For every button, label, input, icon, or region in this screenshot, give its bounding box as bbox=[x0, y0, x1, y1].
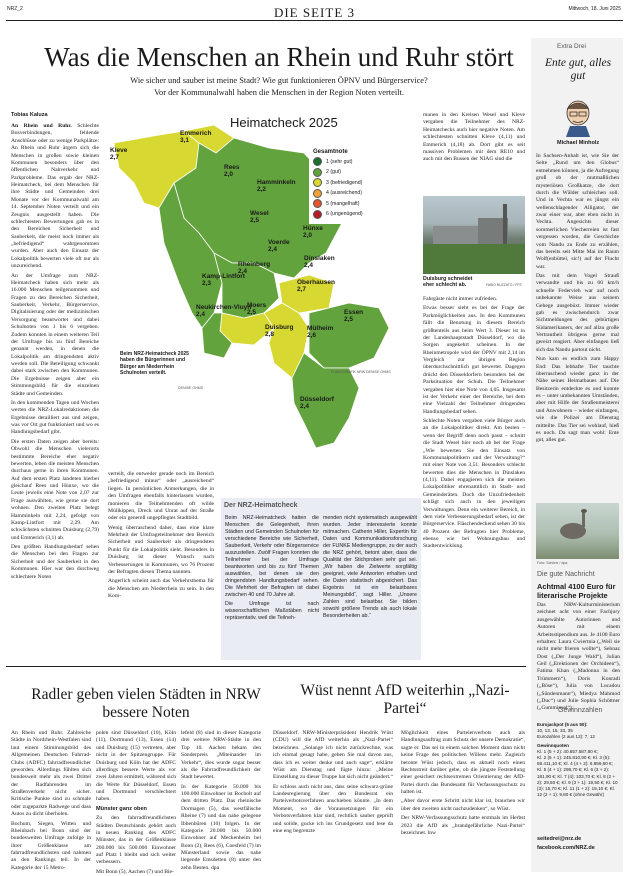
sidebar-p2: Das mit dem Vogel Strauß verwandte und bis zu 60 km/h schnelle Federvieh war auf noch unbekannte Weise aus seinem Gehege ausgebüxt. Immer wieder gab es zwischendurch zwar Sichtmeldungen des gebürtigen Südamerikaners, der auf allzu große Vertrautheit übrigens gerne mal gereizt reagiert. Aber einfangen ließ sich das Nandu partout nicht. bbox=[536, 273, 619, 353]
box-col1-p2: Die Umfrage ist nach wissenschaftlichen Maßstäben nicht repräsentativ, weil die Teilneh- bbox=[225, 600, 319, 621]
label-moers: Moers 2,5 bbox=[247, 302, 267, 316]
main-subline-2: Vor der Kommunalwahl haben die Menschen in der Region Noten verteilt. bbox=[154, 88, 404, 97]
legend-item bbox=[313, 210, 397, 219]
header-rule bbox=[6, 20, 623, 21]
col4-p4: Schlechte Noten vergaben viele Bürger auch an die Lokalpolitiker direkt. Am besten – wenn der Begriff denn noch passt – schnitt die Stadt Wesel hier noch ab bei der Frage „Wie bewerten Sie den Einsatz von Kommunalpolitikern und der Verwaltung?“ mit einer Note von 3,51. Besonders schlecht bewerten dies die Menschen in Dinslaken (4,11). Dabei engagieren sich die meisten Lokalpolitiker ehrenamtlich in Stadt- und Gemeinderäten. Doch die Unzufriedenheit schlägt sich auch in den jeweiligen Verwaltungen. Denn ein weiterer Bereich, in dem viele Verbesserungsbedarf sehen, ist der Bürgerservice. Fläschendeckend sehen 30 bis 40 Prozent der Befragten hier Probleme, ebenso wie bei Wohnungsbau und Stadtentwicklung. bbox=[423, 418, 525, 550]
col4-p3: Etwas besser sieht es bei der Frage der Parkmöglichkeiten aus. In den Kommunen fällt die Benotung in diesem Bereich größtenteils aus beim Wert 3. Dieser ist in der Landeshauptstadt Düsseldorf, wo die Sorgen ungekehrt scheinen. In der Rheinmetropole wird der ÖPNV mit 2,14 im Vergleich zur übrigen Region überdurchschnittlich gut bewertet. Dagegen drückt den Düsseldorfern besonders bei der Parksituation der Schuh. Die Teilnehmer vergaben hier eine Note von 4,05. Insgesamt ist der Verkehr einer der Bereiche, bei dem eine Vielzahl der Teilnehmer dringenden Handlungsbedarf sehen. bbox=[423, 305, 525, 415]
legend-label: 6 (ungenügend) bbox=[326, 211, 363, 217]
lotto-line: 10, 13, 15, 33, 35 bbox=[537, 728, 573, 734]
nandu-neck bbox=[582, 511, 585, 527]
bottom-left-col-2 bbox=[96, 730, 176, 875]
br-col1-p2: Er schloss auch nicht aus, dass seine schwarz-grüne Landesregierung über den Bundesrat ein Parteiverbotsverfahren anschieben könnte. „In dem Moment, wo die Voraussetzungen für ein Verbotsverfahren klar sind, rechtlich sauber geprüft und solide, gucke ich ins Grundgesetz und lese da eine eng begrenzte bbox=[273, 783, 393, 834]
label-muelheim: Mülheim 2,6 bbox=[307, 325, 334, 339]
col1-p2: An der Umfrage zum NRZ-Heimatcheck haben sich mehr als 16.000 Menschen teilgenommen und Fragen zu den Bereichen Sicherheit, Sauberkeit, Verkehr, Bürgerservice, Digitalisierung oder der medizinischen Versorgung beantwortet und dabei Schulnoten von 1 bis 6 vergeben. Zudem konnten in einem weiteren Teil der Umfrage bis zu fünf Bereiche genannt werden, in denen die Lokalpolitik am dringendsten aktiv werden soll. Die Beteiligung schwankt dabei stark zwischen den Kommunen. Die Ergebnisse zeigen aber ein Stimmungsbild für die einzelnen Städte und Gemeinden. bbox=[11, 272, 99, 397]
bottom-right-headline: Wüst nennt AfD weiterhin „Nazi-Partei“ bbox=[300, 682, 510, 718]
date: Mittwoch, 18. Juni 2025 bbox=[568, 6, 621, 12]
nandu-photo bbox=[536, 503, 619, 559]
label-wesel: Wesel 2,5 bbox=[250, 210, 269, 224]
legend-item bbox=[313, 199, 397, 208]
main-col-1 bbox=[11, 123, 99, 660]
main-headline: Was die Menschen an Rhein und Ruhr stört bbox=[44, 42, 514, 72]
main-subline-1: Wie sicher und sauber ist meine Stadt? Wie gut funktionieren ÖPNV und Bürgerservice? bbox=[130, 76, 428, 85]
lotto-line: Gewinnquoten bbox=[537, 743, 569, 749]
lotto-line: Kl. 1 (5 + 2): 40.657.587,80 €; bbox=[537, 749, 598, 755]
contact-email[interactable]: seitedrei@nrz.de bbox=[537, 836, 582, 842]
col2-p3: Angerlich scheint auch das Verkehrsthema für die Menschen am Niederrhein zu sein. In den Kom- bbox=[108, 578, 214, 599]
lotto-line: 59.411,10 €; Kl. 4 (4 + 2): 6.859,80 €; bbox=[537, 761, 613, 767]
bottom-left-col-3 bbox=[181, 730, 261, 872]
br-col2-p2: „Aber davor erste Schritt nicht klar ist, brauchen wir über den zweiten nicht nachzudenken“, so Wüst. bbox=[401, 798, 525, 812]
legend-item bbox=[313, 189, 397, 198]
section-title: DIE SEITE 3 bbox=[273, 5, 356, 20]
info-box-col-1 bbox=[225, 515, 319, 655]
legend-label: 2 (gut) bbox=[326, 169, 341, 175]
legend-swatch bbox=[313, 189, 322, 198]
label-kleve: Kleve 2,7 bbox=[110, 147, 128, 161]
bl-col2-p3: Mit Bonn (5), Aachen (7) und Bie- bbox=[96, 868, 174, 875]
legend-swatch bbox=[313, 168, 322, 177]
label-rheinberg: Rheinberg 2,4 bbox=[238, 261, 271, 275]
bl-col1-p2: Bochum, Siegen, Witten und Rheinbach bei Bonn sind der bundesweiten Umfrage zufolge in ihrer Größenklasse am fahrradfreundlichsten und nahmen an den Rankings teil. In der Kategorie der 15 Metro- bbox=[11, 820, 91, 871]
info-box-title: Der NRZ-Heimatcheck bbox=[224, 502, 298, 509]
lotto-line: (3): 15,70 €; Kl. 11 (1 + 2): 15,10 €; Kl. bbox=[537, 785, 615, 791]
main-col-2 bbox=[108, 471, 214, 663]
lotto-block bbox=[537, 722, 621, 798]
lotto-line: 12 (2 + 1): 9,80 € (ohne Gewähr) bbox=[537, 791, 605, 797]
col2-p2: Wenig überraschend daher, dass eine klare Mehrheit der Umfrageteilnehmer den Bereich Sicherheit und Sauberkeit als dringendsten Punkt für die Lokalpolitik sieht. Besonders in Duisburg ist dieser Wunsch nach Verbesserungen in Kommunen, wo 76 Prozent der Befragten diesen Thema nannten. bbox=[108, 524, 214, 575]
col4-p1: munen in den Kreisen Wesel und Kleve vergaben die Teilnehmer des NRZ-Heimatchecks auch hier negative Noten. Am schlechtesten schnitten Kleve (4,11) und Emmerich (4,18) ab. Dort gibt es seit massiven Problemen mit dem RE10 und auch mit den Bussen der NIAG sind die bbox=[423, 112, 525, 163]
label-duesseldorf: Düsseldorf 2,4 bbox=[300, 396, 334, 410]
lotto-line: Kl. 2 (5 + 1): 245.810,90 €; Kl. 3 (5): bbox=[537, 755, 611, 761]
dateline: An Rhein und Ruhr. bbox=[11, 123, 72, 129]
box-col2-p1: menden nicht systematisch ausgewählt wurden. Jeder interessierte konnte mitmachen. Catherin Hiller, Expertin für Daten und Kommunikationsforschung der FUNKE Mediengruppe, zu der auch die NRZ gehört, betont aber, dass die Qualität der Stichproben sehr gut sei. „Wir haben die Zielwerte sorgfältig geeignet, viele Antworten erhalten und die Daten statistisch abgesichert. Das Ergebnis ist ein belastbares Meinungsbild“, sagt Hiller. „Unsere Zahlen sind belastbar. Sie bilden sowohl größere Trends als auch lokale Besonderheiten ab.“ bbox=[323, 515, 417, 619]
nandu-photo-credit: Foto: Schöne / dpa bbox=[537, 561, 568, 565]
news-body-text: Das NRW-Kulturministerium zeichnet acht von einer Fachjury ausgewählte Autorinnen und Autoren mit einem Arbeitsstipendium aus. Je 4100 Euro erhalten: Laura Cwiertnia („Weil sie nicht mehr frieren wollte“), Sehnaz Dost („Der Junge Wald“), Julian Geil („Erektionen der Orchideen“), Fatima Khan („Madonna in den Trümmern“), Doris Konradi („Böse“), Julia von Lucadou („Sündenmann“), Miedya Mahmod („Duc“) und Julie Sophia Schöttner („Gumminsel“). bbox=[537, 602, 620, 712]
col1-p1: Schlechte Busverbindungen, fehlende Anschlüsse oder zu wenige Parkplätze: An Rhein und Ruhr ärgern sich die Menschen in großen sowie kleinen Kommunen besonders über den öffentlichen Nahverkehr und Parkprobleme. Das ergab der NRZ-Heimatcheck, bei dem Menschen für ihre Städte und Gemeinden drei Monate vor der Kommunalwahl am 14. September Noten verteilt und ein Zeugnis ausgestellt haben. Die schlechtesten Bewertungen gab es in den Bereichen Sicherheit und Sauberkeit, die meist noch immer als „befriedigend“ wahrgenommen wurden. Aber auch den Einsatz der Lokalpolitik bewerten viele oft nur als unzureichend. bbox=[11, 123, 100, 270]
bottom-left-headline: Radler geben vielen Städten in NRW bessere Noten bbox=[31, 686, 261, 722]
col1-p4: Die ersten Daten zeigen aber bereits: Obwohl die Menschen vielerorts bestimmte Bereiche eher negativ bewerten, leben die meisten Menschen durchaus gerne in ihren Kommunen. Auf dem ersten Platz landeten hierbei gleichauf Rees und Hünxe, wo die Leute jeweils eine Note von 2,07 zur Frage auswählten, wie gerne sie dort wohnen. Den zweiten Platz belegt Hamminkeln mit 2,24, gefolgt von Kamp-Lintfort mit 2,29. Am schwächsten schnitten Duisburg (2,79) und Emmerich (3,1) ab. bbox=[11, 438, 99, 541]
contact-facebook[interactable]: facebook.com/NRZ.de bbox=[537, 845, 595, 851]
lotto-line: Eurojackpot (5 aus 50): bbox=[537, 722, 588, 727]
bottom-rule bbox=[6, 666, 526, 667]
bl-col2-p2: Zu den fahrradfreundlichsten Städten Deutschlands gehört auch in neuen Ranking des ADFC Münster, das in der Größenklasse 200.000 bis 500.000 Einwohner auf Platz 1 bleibt und sich weiter verbessern. bbox=[96, 815, 176, 866]
sidebar-column bbox=[536, 153, 619, 501]
bottom-right-col-1 bbox=[273, 730, 393, 872]
col4-p2: Fahrgäste nicht immer zufrieden. bbox=[423, 296, 498, 302]
label-dinslaken: Dinslaken 2,4 bbox=[304, 255, 335, 269]
legend-label: 3 (befriedigend) bbox=[326, 179, 363, 186]
br-col1-p1: Düsseldorf. NRW-Ministerpräsident Hendrik Wüst (CDU) will die AfD weiterhin als „Nazi-Partei“ bezeichnen. „Solange ich nicht zurückrechne, was ich einmal gesagt habe, gehen Sie mal davon aus, dass ich es weiter denke und auch sage“, erklärte Wüst am Dienstag und fügte hinzu: „Meine Einstellung zu dieser Truppe hat sich nicht geändert.“ bbox=[273, 730, 393, 781]
label-rees: Rees 2,0 bbox=[224, 164, 240, 178]
lotto-title: Gewinnzahlen bbox=[558, 707, 603, 714]
lotto-line: 181,90 €; Kl. 7 (4): 103,70 €; Kl. 8 (2 + bbox=[537, 773, 616, 779]
label-essen: Essen 2,5 bbox=[344, 309, 364, 323]
legend-title: Gesamtnote bbox=[313, 149, 348, 155]
br-col2-p1: Möglichkeit eines Parteienverbots auch als Handlungsauftrag zum Schutz der unsere Demokratie“, sagte er. Das sei in einem solchen Moment dann nicht keine Frage des politischen Willens mehr. Zugleich betonte Wüst jedoch, dass es aktuell noch einen Rechtsstreit darüber gebe, ob die jüngste Feststellung einer gesichert rechtsextremen Orientierung der AfD-Partei durch das Bundesamt für Verfassungsschutz zu halten ist. bbox=[401, 730, 525, 795]
lotto-line: Eurozahlen (2 aus 12): 7, 12 bbox=[537, 734, 595, 740]
label-voerde: Voerde 2,4 bbox=[268, 239, 290, 253]
bl-col3-p2: In der Kategorie 50.000 bis 100.000 Einwohner ist Bocholt auf dem dritten Platz. Das rheinische Dormagen (5), das westfälische Rheine (7) und das nahe gelegene Ibbenbüren (10) folgen. In der Kategorie 20.000 bis 50.000 Einwohner auf Meckenheim bei Bonn (2), Rees (6), Coesfeld (7) im Münsterland sowie das nahe liegende Emsdetten (8) unter den zehn Besten. dpa bbox=[181, 783, 261, 871]
bl-col1-p1: An Rhein und Ruhr. Zahlreiche Städte in Nordrhein-Westfalen sind laut einem Stimmungsbild des Allgemeinen Deutschen Fahrrad-Clubs (ADFC) fahrradfreundlicher geworden. Allerdings fühlten sich bundesweit mehr als zwei Drittel der Radfahrenden im Straßenverkehr nicht sicher. Kritische Punkte sind zu schmale oder zugeparkte Radwege und dass Autos zu dicht überholen. bbox=[11, 730, 91, 818]
bl-col2-p1: polen sind Düsseldorf (10), Köln (11), Dortmund (13), Essen (14) und Duisburg (15) vertreten, aber nicht in der Spitzengruppe. Für Duisburg und Köln hat der ADFC allerdings bessere Werte als vor zwei Jahren ermittelt, während sich die Werte für Düsseldorf, Essen und Dortmund verschlechtert haben. bbox=[96, 730, 176, 803]
sidebar-author: Michael Minholz bbox=[557, 140, 600, 146]
map-area bbox=[104, 113, 420, 471]
news-title: Achtmal 4100 Euro für literarische Projekte bbox=[537, 582, 616, 600]
sidebar-title: Ente gut, alles gut bbox=[544, 57, 612, 83]
bl-col3-p1: lefeld (8) sind in dieser Kategorie drei weitere NRW-Städte in den Top 10. Aachen bekam den Sonderpreis „Miteinander im Verkehr“, dies wurde sogar besser als die Fahrradfreundlichkeit der Stadt bewertet. bbox=[181, 730, 261, 781]
label-duisburg: Duisburg 2,8 bbox=[265, 324, 294, 338]
col1-p3: In den kommenden Tagen und Wochen werten die NRZ-Lokalredaktionen die Ergebnisse detailliert aus und zeigen, was vor Ort gut funktioniert und wo es Handlungsbedarf gibt. bbox=[11, 399, 99, 436]
main-col-4 bbox=[423, 112, 525, 192]
sidebar-p3: Nun kam es endlich zum Happy End: Das lebhafte Tier tauchte überraschend wieder ganz in der Nähe seines Heimatbaues auf. Die Besitzerin entdeckte es und konnte es – unter umbekannten Umständen, aber mit Hilfe der Straßenmeisterei und Anwohnern – wieder einfangen, wie die Polizei am Dienstag mitteilte. Das Tier sei wohlauf, hieß es noch. Da sagt man wohl: Ente gut, alles gut. bbox=[536, 356, 619, 444]
br-col2-p3: Der NRW-Verfassungsschutz hatte erstmals im Herbst 2023 die AfD als „brandgefährliche Nazi-Partei“ bezeichnet. lnw bbox=[401, 815, 525, 836]
legend-item bbox=[313, 168, 397, 177]
label-huenxe: Hünxe 2,0 bbox=[303, 225, 323, 239]
lotto-line: 2): 29,50 €; Kl. 9 (3 + 1): 19,50 €; Kl. 10 bbox=[537, 779, 618, 785]
legend-label: 4 (ausreichend) bbox=[326, 190, 363, 196]
news-kicker: Die gute Nachricht bbox=[537, 571, 595, 578]
legend-swatch bbox=[313, 210, 322, 219]
box-col1-p1: Beim NRZ-Heimatcheck hatten die Menschen die Gelegenheit, ihren Städten und Gemeinden Schulnoten für verschiedene Bereiche wie Sicherheit, Sauberkeit, Verkehr oder Bürgerservice auszustellen. Zwölf Fragen konnten die Teilnehmer bei der Umfrage beantworten und bis zu fünf Themen auswählen, bei denen sie den dringendsten Handlungsbedarf sehen. Die Mehrheit der Befragten ist dabei zwischen 40 und 70 Jahre alt. bbox=[225, 515, 319, 598]
label-hamminkeln: Hamminkeln 2,2 bbox=[257, 179, 296, 193]
legend-label: 5 (mangelhaft) bbox=[326, 200, 360, 207]
photo-chimney bbox=[503, 204, 507, 244]
map-legend bbox=[309, 145, 401, 224]
legend-label: 1 (sehr gut) bbox=[326, 158, 353, 165]
map-title: Heimatcheck 2025 bbox=[230, 115, 338, 130]
map-note-credit: DENISE OHMS bbox=[178, 386, 204, 390]
label-neukirchen-vluyn: Neukirchen-Vluyn 2,4 bbox=[196, 304, 252, 318]
bl-col2-sub: Münster ganz oben bbox=[96, 805, 147, 812]
legend-item bbox=[313, 157, 397, 166]
page-id: NRZ_2 bbox=[7, 6, 23, 12]
col2-p1: verteilt, die entweder gerade noch im Bereich „befriedigend minus“ oder „ausreichend“ liegen. In persönlichen Anmerkungen, die in den Umfragen ebenfalls hinterlassen wurden, monieren die Teilnehmenden oft wilde Müllkippen, Dreck und Unrat auf der Straße oder ein generell ungepflegtes Stadtbild. bbox=[108, 471, 214, 522]
map-credit: FUNKEGRAFIK NRW DENISE OHMS bbox=[331, 370, 391, 374]
photo-duisburg bbox=[423, 196, 525, 274]
sidebar-kicker: Extra Drei bbox=[557, 43, 586, 50]
legend-swatch bbox=[313, 157, 322, 166]
label-oberhausen: Oberhausen 2,7 bbox=[297, 279, 335, 293]
legend-swatch bbox=[313, 199, 322, 208]
label-emmerich: Emmerich 3,1 bbox=[180, 130, 212, 144]
sidebar-p1: In Sachsen-Anhalt ist, wie Sie der Seite „Rund um den Globus“ entnehmen können, ja die Aufregung groß ob der mutmaßlichen mysteriösen Großkatze, die dort durch die Wälder schleichen soll. Und in Vechta war es jüngst ein wellenschlagender Alligator, der zwar einer war, aber eben nicht in Vechta. Angesichts dieser sommerlichen Viecherreien ist fast vergessen worden, die Geschichte vom Nandu zu Ende zu erzählen, das bereits seit Mitte Mai im Raum Wolf(enbüttel, sic!) auf der Flucht war. bbox=[536, 153, 619, 270]
photo-caption: Duisburg schneidet eher schlecht ab. bbox=[423, 276, 473, 289]
main-col-4b bbox=[423, 296, 525, 661]
author-caricature bbox=[558, 97, 598, 137]
lotto-line: Kl. 5 (4 + 1): 298,70 €; Kl. 6 (3 + 2): bbox=[537, 767, 610, 773]
info-box-col-2 bbox=[323, 515, 417, 655]
photo-greenery bbox=[423, 244, 525, 274]
label-kamp-lintfort: Kamp-Lintfort 2,3 bbox=[202, 273, 245, 287]
legend-swatch bbox=[313, 178, 322, 187]
bottom-left-col-1 bbox=[11, 730, 91, 872]
col1-p5: Den größten Handlungsbedarf sehen die Menschen bei den Fragen zur Sicherheit und der Sauberkeit in den Kommunen. Hier war den durchweg schlechtere Noten bbox=[11, 544, 99, 580]
legend-item bbox=[313, 178, 397, 187]
photo-credit: FABIO BUZZATO / FFS bbox=[486, 283, 522, 287]
author: Tobias Kaluza bbox=[11, 112, 48, 118]
bottom-right-col-2 bbox=[401, 730, 525, 872]
nandu-head bbox=[581, 509, 587, 513]
map-note: Beim NRZ-Heimatcheck 2025 haben die Bürgerinnen und Bürger am Niederrhein Schulnoten verteilt. bbox=[120, 351, 189, 376]
